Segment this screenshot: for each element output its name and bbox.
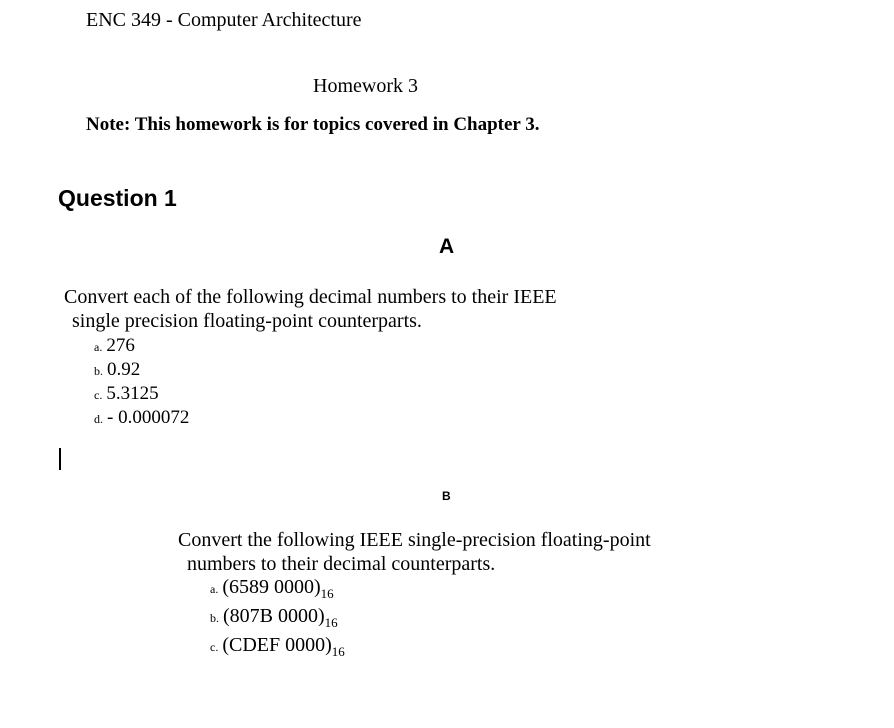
part-b-item (210, 605, 338, 628)
part-a-label: A (439, 235, 455, 258)
item-letter: c. (94, 388, 103, 402)
item-value: - 0.000072 (107, 407, 190, 428)
question-heading: Question 1 (58, 185, 177, 211)
part-b-label: B (442, 489, 451, 503)
item-letter: a. (94, 340, 103, 354)
part-b-prompt-line1: Convert the following IEEE single-precision floating-point (178, 529, 651, 551)
item-base: 16 (320, 586, 334, 601)
item-letter: c. (210, 640, 219, 654)
course-title: ENC 349 - Computer Architecture (86, 9, 362, 31)
item-value: 5.3125 (106, 383, 159, 404)
part-a-item (94, 383, 159, 405)
item-value: (807B 0000) (223, 605, 325, 627)
part-a-item (94, 407, 189, 429)
item-letter: d. (94, 412, 103, 426)
item-value: (CDEF 0000) (222, 634, 332, 656)
item-letter: a. (210, 582, 219, 596)
homework-title: Homework 3 (313, 75, 418, 97)
item-value: 0.92 (107, 359, 141, 380)
part-a-prompt-line1: Convert each of the following decimal numbers to their IEEE (64, 286, 557, 308)
item-value: 276 (106, 335, 135, 356)
part-a-item (94, 335, 135, 357)
item-base: 16 (331, 644, 345, 659)
homework-note: Note: This homework is for topics covered in Chapter 3. (86, 114, 540, 135)
item-base: 16 (324, 615, 338, 630)
item-value: (6589 0000) (222, 576, 321, 598)
part-b-item (210, 634, 345, 657)
part-a-item (94, 359, 140, 381)
part-a-prompt-line2: single precision floating-point counterparts. (72, 310, 422, 332)
part-b-prompt-line2: numbers to their decimal counterparts. (187, 553, 496, 575)
item-letter: b. (210, 611, 219, 625)
part-b-item (210, 576, 334, 599)
item-letter: b. (94, 364, 103, 378)
text-cursor[interactable] (59, 448, 61, 470)
